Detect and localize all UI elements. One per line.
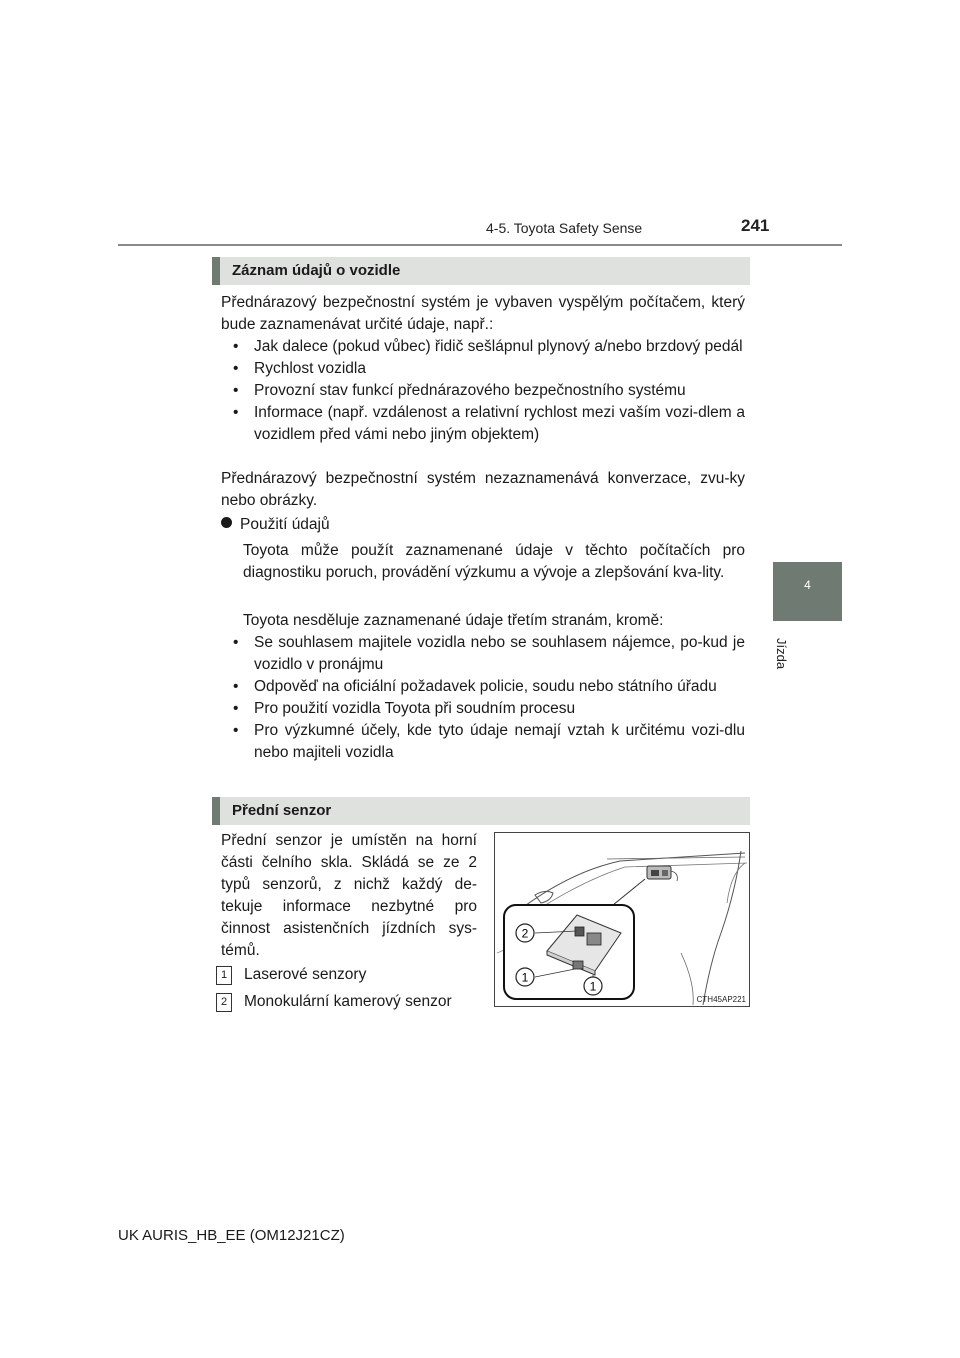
data-sharing-text: Toyota nesděluje zaznamenané údaje třetím stranám, kromě: (243, 612, 664, 629)
figure-callout-1-bottom: 1 (589, 979, 597, 994)
data-usage-text: Toyota může použít zaznamenané údaje v těchto počítačích pro diagnostiku poruch, provádění výzkumu a vývoje a zlepšování kva-lity. (243, 542, 745, 581)
list-item: • Odpověď na oficiální požadavek policie, soudu nebo státního úřadu (221, 676, 745, 698)
sharing-exceptions-list (221, 632, 745, 764)
chapter-name-vertical: Jízda (774, 638, 789, 670)
list-item: • Pro výzkumné účely, kde tyto údaje nemají vztah k určitému vozi-dlu nebo majiteli vozidla (221, 720, 745, 764)
front-sensor-figure (494, 832, 750, 1007)
callout-number-box: 1 (216, 966, 232, 985)
data-recording-intro: Přednárazový bezpečnostní systém je vybaven vyspělým počítačem, který bude zaznamenávat určité údaje, např.: (221, 294, 745, 333)
list-item: • Rychlost vozidla (221, 358, 745, 380)
sensor-item-camera (216, 991, 452, 1013)
windshield-sensor-illustration (495, 833, 749, 1006)
recorded-data-list (221, 336, 745, 446)
data-usage-heading-text: Použití údajů (240, 516, 330, 533)
figure-code: CTH45AP221 (696, 995, 746, 1004)
list-item: • Jak dalece (pokud vůbec) řidič sešlápnul plynový a/nebo brzdový pedál (221, 336, 745, 358)
list-item: • Informace (např. vzdálenost a relativní rychlost mezi vaším vozi-dlem a vozidlem před vámi nebo jiným objektem) (221, 402, 745, 446)
not-recorded-note: Přednárazový bezpečnostní systém nezaznamenává konverzace, zvu-ky nebo obrázky. (221, 470, 745, 509)
data-usage-heading (221, 514, 330, 536)
bullet-dot-icon (221, 517, 232, 528)
chapter-tab: 4 (773, 562, 842, 621)
section-heading-front-sensor: Přední senzor (212, 797, 750, 825)
header-divider (118, 244, 842, 246)
callout-number-box: 2 (216, 993, 232, 1012)
list-item: • Se souhlasem majitele vozidla nebo se souhlasem nájemce, po-kud je vozidlo v pronájmu (221, 632, 745, 676)
footer-model-code: UK AURIS_HB_EE (OM12J21CZ) (118, 1227, 345, 1244)
front-sensor-description: Přední senzor je umístěn na horní části čelního skla. Skládá se ze 2 typů senzorů, z nichž každý de-tekuje informace nezbytné pro činnost asistenčních jízdních sys-témů. (221, 832, 477, 959)
sensor-item-label: Laserové senzory (244, 966, 367, 983)
running-header-section: 4-5. Toyota Safety Sense (486, 220, 643, 236)
page-number: 241 (741, 216, 770, 235)
figure-callout-2: 2 (521, 926, 529, 941)
section-heading-data-recording: Záznam údajů o vozidle (212, 257, 750, 285)
list-item: • Provozní stav funkcí přednárazového bezpečnostního systému (221, 380, 745, 402)
figure-callout-1-left: 1 (521, 970, 529, 985)
sensor-item-label: Monokulární kamerový senzor (244, 993, 452, 1010)
list-item: • Pro použití vozidla Toyota při soudním procesu (221, 698, 745, 720)
sensor-item-laser (216, 964, 366, 986)
